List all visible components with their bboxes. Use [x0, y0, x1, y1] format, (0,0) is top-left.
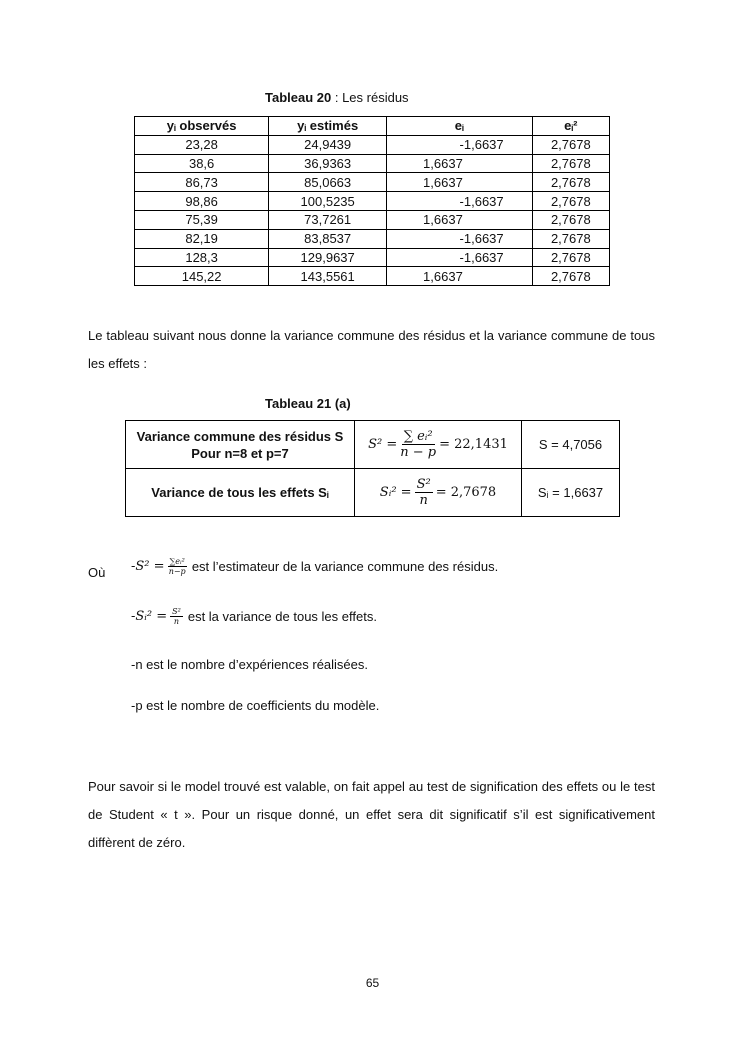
table-row — [135, 267, 610, 286]
variance-table — [125, 420, 620, 517]
caption-label: Tableau 20 — [265, 90, 332, 105]
formula-result: = 22,1431 — [439, 436, 508, 452]
row-label: Variance de tous les effets Sᵢ — [126, 469, 355, 517]
column-header: eᵢ — [387, 117, 533, 136]
residuals-table — [134, 116, 610, 286]
table-cell: 2,7678 — [532, 248, 609, 267]
table-cell: 1,6637 — [387, 267, 533, 286]
table-cell: 2,7678 — [532, 135, 609, 154]
table-cell: 82,19 — [135, 229, 269, 248]
caption-text: : Les résidus — [331, 90, 409, 105]
table-cell: -1,6637 — [387, 192, 533, 211]
denominator: n−p — [168, 567, 186, 576]
table-row — [135, 173, 610, 192]
table-cell: -1,6637 — [387, 135, 533, 154]
denominator: n — [419, 493, 428, 508]
formula-lhs: Sᵢ² = — [379, 484, 412, 500]
column-header: yᵢ observés — [135, 117, 269, 136]
table-cell: 145,22 — [135, 267, 269, 286]
note-text: est l’estimateur de la variance commune des résidus. — [191, 559, 499, 574]
note-text: est la variance de tous les effets. — [187, 609, 377, 624]
fraction — [168, 557, 187, 576]
table-row — [135, 154, 610, 173]
table-cell: 73,7261 — [269, 210, 387, 229]
table-cell: 38,6 — [135, 154, 269, 173]
numerator: S² — [416, 477, 431, 492]
table-cell: 2,7678 — [532, 267, 609, 286]
table-cell: 2,7678 — [532, 173, 609, 192]
table-cell: -1,6637 — [387, 248, 533, 267]
page-number: 65 — [365, 976, 380, 990]
table-cell: 1,6637 — [387, 173, 533, 192]
table-cell: -1,6637 — [387, 229, 533, 248]
table-row — [126, 469, 620, 517]
conclusion-paragraph: Pour savoir si le model trouvé est valable, on fait appel au test de signification des effets ou le test de Student « t ». Pour un risque donné, un effet sera dit significatif s’il est significativement diffèrent de zéro. — [88, 779, 655, 850]
table-cell: 75,39 — [135, 210, 269, 229]
table-cell: 100,5235 — [269, 192, 387, 211]
denominator: n − p — [400, 445, 437, 460]
numerator: ∑ eᵢ² — [403, 429, 433, 444]
table-cell: 2,7678 — [532, 192, 609, 211]
column-header: eᵢ² — [532, 117, 609, 136]
table-cell: 36,9363 — [269, 154, 387, 173]
note-item — [131, 607, 377, 626]
value-cell: S = 4,7056 — [522, 421, 620, 469]
table-row — [135, 229, 610, 248]
table-cell: 24,9439 — [269, 135, 387, 154]
notes-lead: Où — [88, 565, 106, 580]
formula-result: = 2,7678 — [435, 484, 497, 500]
formula-lhs: S² = — [368, 436, 398, 452]
denominator: n — [173, 617, 180, 626]
formula-cell — [355, 469, 522, 517]
table-cell: 1,6637 — [387, 154, 533, 173]
table-cell: 129,9637 — [269, 248, 387, 267]
table-row — [135, 135, 610, 154]
table-cell: 1,6637 — [387, 210, 533, 229]
note-item — [131, 557, 498, 576]
fraction — [170, 607, 183, 626]
table20-caption — [265, 90, 409, 105]
table-row — [126, 421, 620, 469]
table-header-row — [135, 117, 610, 136]
table-cell: 143,5561 — [269, 267, 387, 286]
table-cell: 86,73 — [135, 173, 269, 192]
row-label — [126, 421, 355, 469]
fraction — [415, 477, 433, 508]
table21-caption: Tableau 21 (a) — [265, 396, 351, 411]
note-item: -p est le nombre de coefficients du modèle. — [131, 698, 380, 713]
formula-cell — [355, 421, 522, 469]
intro-paragraph: Le tableau suivant nous donne la variance commune des résidus et la variance commune de tous les effets : — [88, 328, 655, 371]
numerator: ∑eᵢ² — [169, 557, 185, 566]
column-header: yᵢ estimés — [269, 117, 387, 136]
table-cell: 128,3 — [135, 248, 269, 267]
numerator: S² — [172, 607, 181, 616]
label-line: Variance commune des résidus S — [136, 428, 344, 444]
table-cell: 85,0663 — [269, 173, 387, 192]
value-cell: Sᵢ = 1,6637 — [522, 469, 620, 517]
table-cell: 2,7678 — [532, 154, 609, 173]
table-cell: 23,28 — [135, 135, 269, 154]
formula-lhs: -S² = — [131, 559, 165, 574]
table-cell: 2,7678 — [532, 229, 609, 248]
note-item: -n est le nombre d’expériences réalisées. — [131, 657, 369, 672]
table-row — [135, 248, 610, 267]
table-cell: 2,7678 — [532, 210, 609, 229]
formula-lhs: -Sᵢ² = — [131, 609, 168, 624]
fraction — [400, 429, 436, 460]
table-cell: 83,8537 — [269, 229, 387, 248]
table-cell: 98,86 — [135, 192, 269, 211]
table-row — [135, 210, 610, 229]
table-row — [135, 192, 610, 211]
label-line: Pour n=8 et p=7 — [191, 445, 289, 461]
